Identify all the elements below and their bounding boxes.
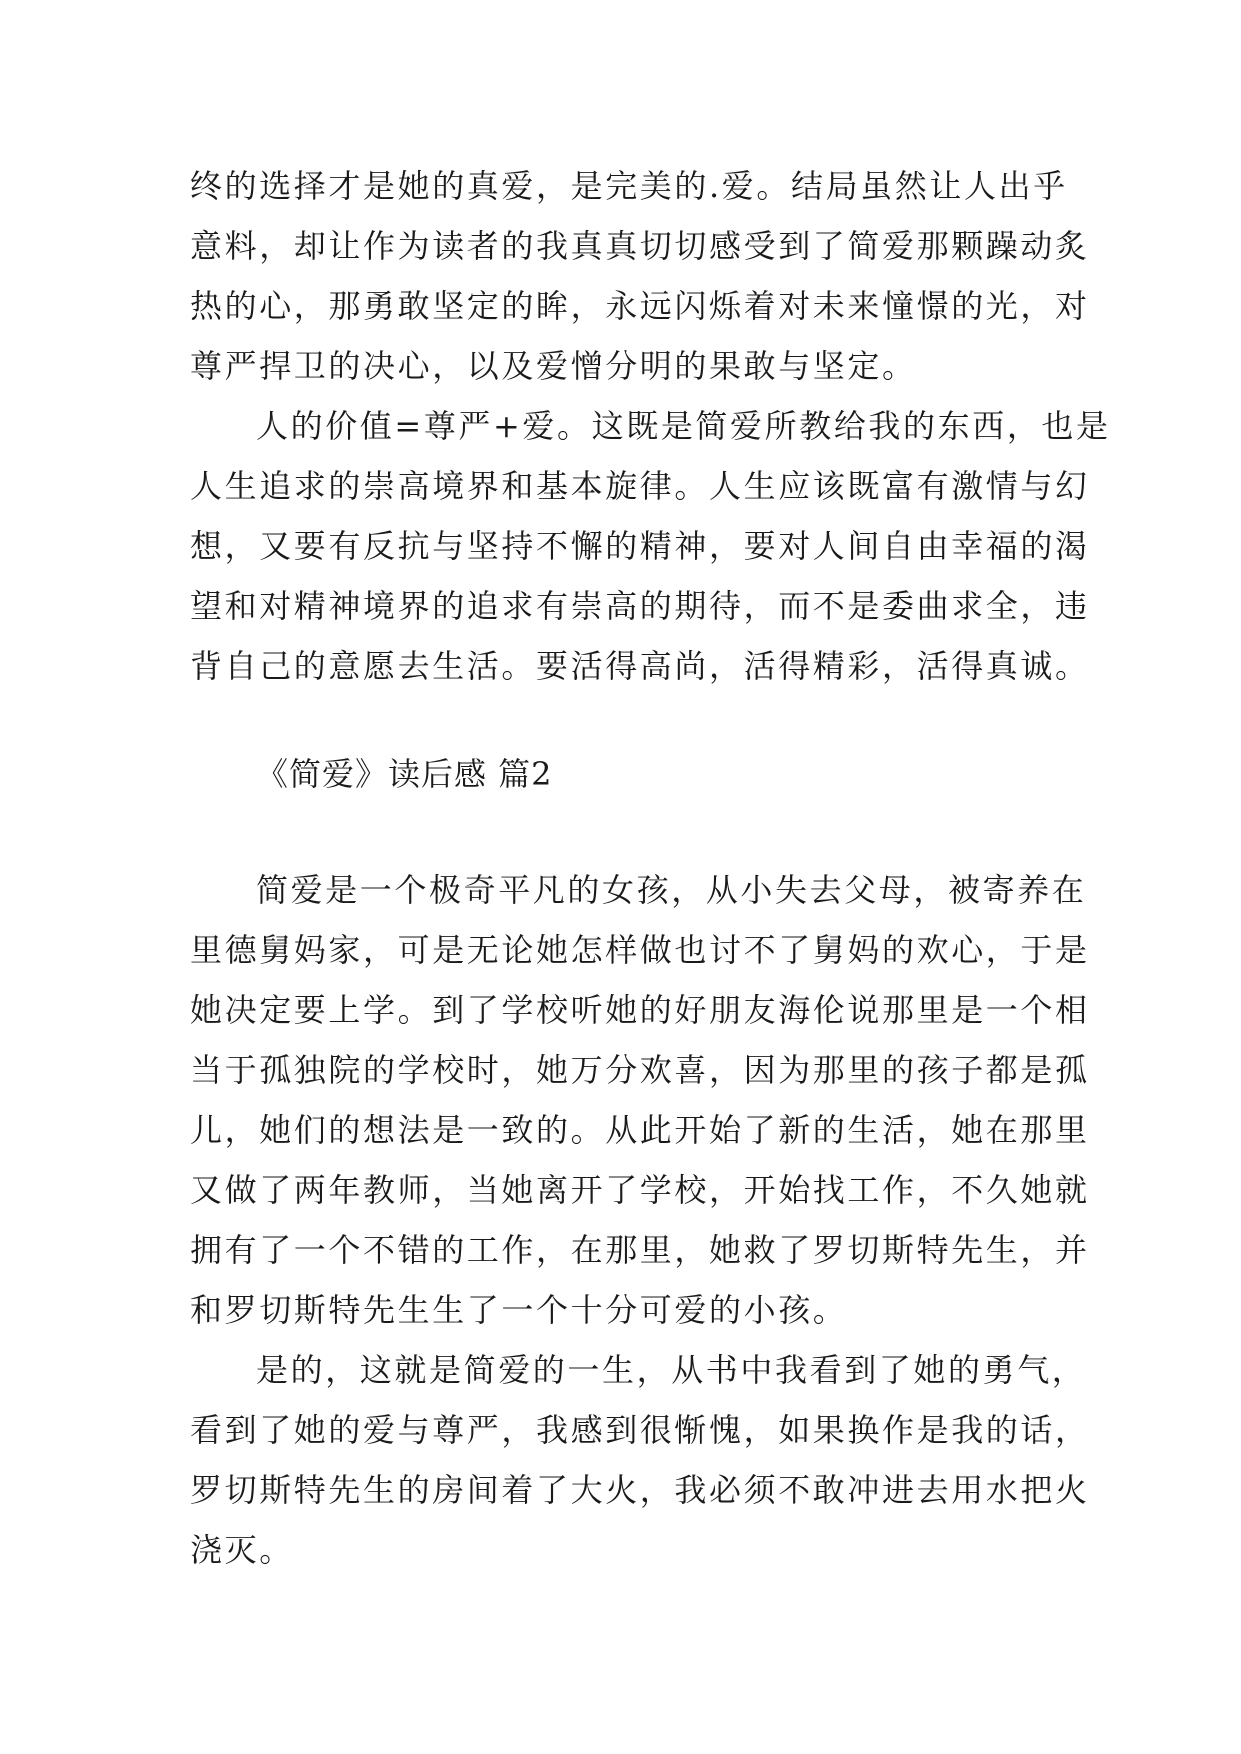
text-line: 里德舅妈家，可是无论她怎样做也讨不了舅妈的欢心，于是	[190, 931, 1090, 969]
text-line: 想，又要有反抗与坚持不懈的精神，要对人间自由幸福的渴	[190, 527, 1090, 565]
text-line: 浇灭。	[190, 1531, 294, 1569]
text-line: 她决定要上学。到了学校听她的好朋友海伦说那里是一个相	[190, 991, 1090, 1029]
text-line: 简爱是一个极奇平凡的女孩，从小失去父母，被寄养在	[256, 871, 1087, 909]
text-line: 又做了两年教师，当她离开了学校，开始找工作，不久她就	[190, 1171, 1090, 1209]
text-line: 儿，她们的想法是一致的。从此开始了新的生活，她在那里	[190, 1111, 1090, 1149]
text-line: 终的选择才是她的真爱，是完美的.爱。结局虽然让人出乎	[190, 167, 1068, 205]
text-line: 望和对精神境界的追求有崇高的期待，而不是委曲求全，违	[190, 587, 1090, 625]
text-line: 人生追求的崇高境界和基本旋律。人生应该既富有激情与幻	[190, 467, 1090, 505]
text-line: 背自己的意愿去生活。要活得高尚，活得精彩，活得真诚。	[190, 647, 1090, 685]
text-line: 当于孤独院的学校时，她万分欢喜，因为那里的孩子都是孤	[190, 1051, 1090, 1089]
text-line: 罗切斯特先生的房间着了大火，我必须不敢冲进去用水把火	[190, 1471, 1090, 1509]
text-line: 人的价值=尊严+爱。这既是简爱所教给我的东西，也是	[256, 407, 1111, 445]
text-line: 是的，这就是简爱的一生，从书中我看到了她的勇气，	[256, 1351, 1087, 1389]
section-heading: 《简爱》读后感 篇2	[256, 755, 553, 793]
text-line: 意料，却让作为读者的我真真切切感受到了简爱那颗躁动炙	[190, 227, 1090, 265]
text-line: 和罗切斯特先生生了一个十分可爱的小孩。	[190, 1291, 848, 1329]
text-line: 看到了她的爱与尊严，我感到很惭愧，如果换作是我的话，	[190, 1411, 1090, 1449]
text-line: 热的心，那勇敢坚定的眸，永远闪烁着对未来憧憬的光，对	[190, 287, 1090, 325]
text-line: 拥有了一个不错的工作，在那里，她救了罗切斯特先生，并	[190, 1231, 1090, 1269]
text-line: 尊严捍卫的决心，以及爱憎分明的果敢与坚定。	[190, 347, 917, 385]
